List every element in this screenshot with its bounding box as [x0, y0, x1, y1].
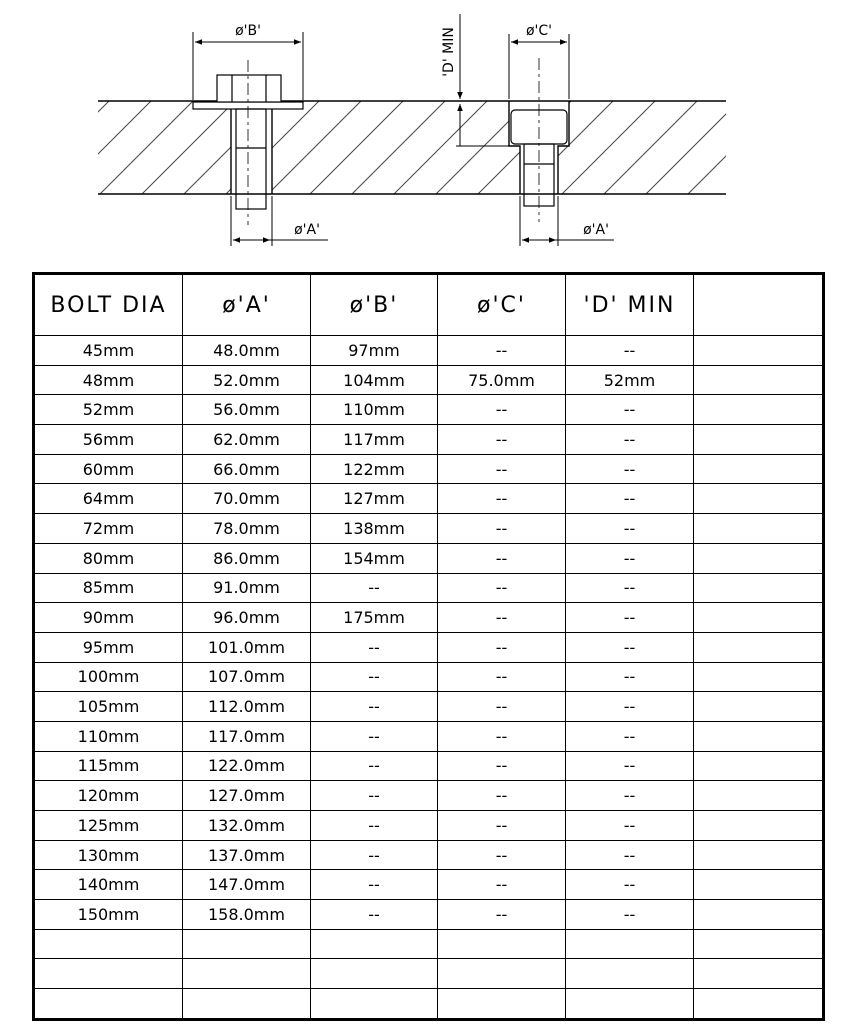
- cell-bolt-dia: 90mm: [34, 603, 183, 633]
- cell-blank: [694, 484, 824, 514]
- bolt-clearance-drawing: [0, 0, 853, 262]
- cell-dia-b: --: [311, 632, 438, 662]
- cell-d-min: --: [566, 632, 694, 662]
- cell-dia-b: --: [311, 900, 438, 930]
- cell-dia-a: 117.0mm: [183, 721, 311, 751]
- cell-dia-b: --: [311, 692, 438, 722]
- cell-blank: [694, 870, 824, 900]
- cell-bolt-dia: 105mm: [34, 692, 183, 722]
- dim-c-label: ø'C': [525, 23, 553, 39]
- header-blank: [694, 274, 824, 336]
- cell-dia-b: --: [311, 781, 438, 811]
- cell-dia-b: 127mm: [311, 484, 438, 514]
- table-row: [34, 395, 824, 425]
- cell-d-min: --: [566, 662, 694, 692]
- cell-dia-c: --: [438, 514, 566, 544]
- cell-blank: [694, 721, 824, 751]
- cell-d-min: --: [566, 395, 694, 425]
- cell-dia-b: 117mm: [311, 425, 438, 455]
- cell-blank: [694, 573, 824, 603]
- cell-dia-a: 132.0mm: [183, 811, 311, 841]
- cell-bolt-dia: 72mm: [34, 514, 183, 544]
- cell-dia-a: 107.0mm: [183, 662, 311, 692]
- cell-dia-c: --: [438, 454, 566, 484]
- header-bolt-dia: BOLT DIA: [34, 274, 183, 336]
- cell-dia-c: [438, 959, 566, 989]
- cell-blank: [694, 989, 824, 1020]
- cell-dia-c: --: [438, 484, 566, 514]
- table-row: [34, 425, 824, 455]
- table-row: [34, 603, 824, 633]
- table-row: [34, 781, 824, 811]
- cell-dia-b: 175mm: [311, 603, 438, 633]
- cell-d-min: --: [566, 454, 694, 484]
- table-row: [34, 929, 824, 959]
- cell-dia-a: 86.0mm: [183, 543, 311, 573]
- cell-d-min: --: [566, 543, 694, 573]
- bolt-dimension-table: [32, 272, 825, 1021]
- cell-dia-c: 75.0mm: [438, 365, 566, 395]
- cell-dia-c: --: [438, 692, 566, 722]
- cell-dia-a: 101.0mm: [183, 632, 311, 662]
- cell-dia-a: 78.0mm: [183, 514, 311, 544]
- cell-blank: [694, 425, 824, 455]
- header-dia-b: ø'B': [311, 274, 438, 336]
- cell-bolt-dia: 45mm: [34, 336, 183, 366]
- cell-blank: [694, 900, 824, 930]
- cell-dia-b: --: [311, 840, 438, 870]
- cell-d-min: --: [566, 514, 694, 544]
- table-row: [34, 870, 824, 900]
- cell-dia-a: 127.0mm: [183, 781, 311, 811]
- cell-dia-a: 62.0mm: [183, 425, 311, 455]
- table-row: [34, 454, 824, 484]
- cell-d-min: --: [566, 900, 694, 930]
- cell-d-min: [566, 929, 694, 959]
- dim-d-label: 'D' MIN: [441, 27, 457, 77]
- table-row: [34, 692, 824, 722]
- cell-dia-b: 138mm: [311, 514, 438, 544]
- cell-bolt-dia: [34, 929, 183, 959]
- table-row: [34, 721, 824, 751]
- cell-dia-a: 158.0mm: [183, 900, 311, 930]
- cell-blank: [694, 959, 824, 989]
- table-row: [34, 989, 824, 1020]
- cell-dia-b: --: [311, 811, 438, 841]
- cell-dia-c: --: [438, 811, 566, 841]
- cell-d-min: --: [566, 484, 694, 514]
- cell-dia-c: --: [438, 543, 566, 573]
- cell-d-min: --: [566, 692, 694, 722]
- dimension-a-left: [231, 196, 328, 246]
- cell-dia-a: 66.0mm: [183, 454, 311, 484]
- table-row: [34, 811, 824, 841]
- cell-dia-c: --: [438, 870, 566, 900]
- cell-dia-a: 112.0mm: [183, 692, 311, 722]
- cell-bolt-dia: 150mm: [34, 900, 183, 930]
- cell-bolt-dia: 48mm: [34, 365, 183, 395]
- cell-d-min: --: [566, 336, 694, 366]
- cell-bolt-dia: 130mm: [34, 840, 183, 870]
- table-row: [34, 514, 824, 544]
- cell-blank: [694, 514, 824, 544]
- table-row: [34, 900, 824, 930]
- cell-dia-c: --: [438, 721, 566, 751]
- cell-blank: [694, 543, 824, 573]
- header-dia-a: ø'A': [183, 274, 311, 336]
- cell-dia-b: [311, 959, 438, 989]
- table-row: [34, 751, 824, 781]
- cell-d-min: --: [566, 751, 694, 781]
- cell-dia-a: 48.0mm: [183, 336, 311, 366]
- cell-bolt-dia: 125mm: [34, 811, 183, 841]
- plate-section: [98, 101, 726, 194]
- cell-dia-c: --: [438, 425, 566, 455]
- cell-dia-c: --: [438, 336, 566, 366]
- cell-dia-b: 110mm: [311, 395, 438, 425]
- cell-bolt-dia: 64mm: [34, 484, 183, 514]
- table-row: [34, 632, 824, 662]
- cell-dia-c: --: [438, 900, 566, 930]
- cell-dia-c: --: [438, 632, 566, 662]
- table-header-row: [34, 274, 824, 336]
- cell-dia-b: --: [311, 721, 438, 751]
- cell-bolt-dia: 80mm: [34, 543, 183, 573]
- cell-bolt-dia: 110mm: [34, 721, 183, 751]
- cell-dia-a: 70.0mm: [183, 484, 311, 514]
- cell-blank: [694, 692, 824, 722]
- cell-bolt-dia: 95mm: [34, 632, 183, 662]
- cell-dia-a: [183, 959, 311, 989]
- cell-blank: [694, 929, 824, 959]
- cell-bolt-dia: 100mm: [34, 662, 183, 692]
- cell-d-min: --: [566, 840, 694, 870]
- cell-bolt-dia: 120mm: [34, 781, 183, 811]
- cell-dia-a: 56.0mm: [183, 395, 311, 425]
- cell-blank: [694, 751, 824, 781]
- table-row: [34, 365, 824, 395]
- cell-bolt-dia: 52mm: [34, 395, 183, 425]
- table-body: [34, 336, 824, 1020]
- cell-bolt-dia: 56mm: [34, 425, 183, 455]
- cell-blank: [694, 811, 824, 841]
- table-row: [34, 484, 824, 514]
- table-row: [34, 840, 824, 870]
- cell-dia-b: --: [311, 751, 438, 781]
- cell-blank: [694, 603, 824, 633]
- dim-a-right-label: ø'A': [583, 222, 609, 238]
- table-row: [34, 573, 824, 603]
- cell-dia-b: --: [311, 870, 438, 900]
- dimension-a-right: [520, 196, 614, 246]
- cell-d-min: [566, 959, 694, 989]
- cell-bolt-dia: 85mm: [34, 573, 183, 603]
- cell-blank: [694, 840, 824, 870]
- cell-dia-c: --: [438, 840, 566, 870]
- table-row: [34, 336, 824, 366]
- table-row: [34, 662, 824, 692]
- cell-d-min: --: [566, 573, 694, 603]
- cell-dia-b: 122mm: [311, 454, 438, 484]
- cell-blank: [694, 454, 824, 484]
- cell-dia-c: --: [438, 662, 566, 692]
- dim-a-left-label: ø'A': [294, 222, 320, 238]
- cell-bolt-dia: [34, 959, 183, 989]
- cell-dia-a: 96.0mm: [183, 603, 311, 633]
- cell-dia-b: 154mm: [311, 543, 438, 573]
- cell-blank: [694, 336, 824, 366]
- cell-blank: [694, 395, 824, 425]
- cell-dia-a: 147.0mm: [183, 870, 311, 900]
- cell-dia-a: [183, 929, 311, 959]
- cell-bolt-dia: 115mm: [34, 751, 183, 781]
- cell-blank: [694, 662, 824, 692]
- cell-dia-a: 122.0mm: [183, 751, 311, 781]
- cell-dia-a: 137.0mm: [183, 840, 311, 870]
- cell-bolt-dia: [34, 989, 183, 1020]
- cell-bolt-dia: 60mm: [34, 454, 183, 484]
- cell-d-min: --: [566, 811, 694, 841]
- cell-d-min: --: [566, 870, 694, 900]
- cell-dia-b: --: [311, 573, 438, 603]
- cell-blank: [694, 365, 824, 395]
- cell-d-min: --: [566, 425, 694, 455]
- cell-blank: [694, 781, 824, 811]
- cell-blank: [694, 632, 824, 662]
- cell-dia-c: [438, 989, 566, 1020]
- cell-dia-a: 91.0mm: [183, 573, 311, 603]
- cell-dia-c: [438, 929, 566, 959]
- socket-cap-screw: [511, 58, 567, 222]
- header-dia-c: ø'C': [438, 274, 566, 336]
- cell-dia-a: [183, 989, 311, 1020]
- cell-dia-b: 104mm: [311, 365, 438, 395]
- cell-d-min: --: [566, 721, 694, 751]
- cell-dia-b: 97mm: [311, 336, 438, 366]
- cell-dia-c: --: [438, 573, 566, 603]
- cell-d-min: --: [566, 603, 694, 633]
- cell-dia-b: --: [311, 662, 438, 692]
- cell-dia-c: --: [438, 603, 566, 633]
- header-d-min: 'D' MIN: [566, 274, 694, 336]
- cell-dia-a: 52.0mm: [183, 365, 311, 395]
- table-row: [34, 543, 824, 573]
- table-row: [34, 959, 824, 989]
- cell-dia-c: --: [438, 751, 566, 781]
- cell-dia-b: [311, 929, 438, 959]
- cell-d-min: --: [566, 781, 694, 811]
- cell-bolt-dia: 140mm: [34, 870, 183, 900]
- cell-dia-c: --: [438, 781, 566, 811]
- cell-dia-b: [311, 989, 438, 1020]
- cell-dia-c: --: [438, 395, 566, 425]
- cell-d-min: 52mm: [566, 365, 694, 395]
- dim-b-label: ø'B': [235, 23, 261, 39]
- cell-d-min: [566, 989, 694, 1020]
